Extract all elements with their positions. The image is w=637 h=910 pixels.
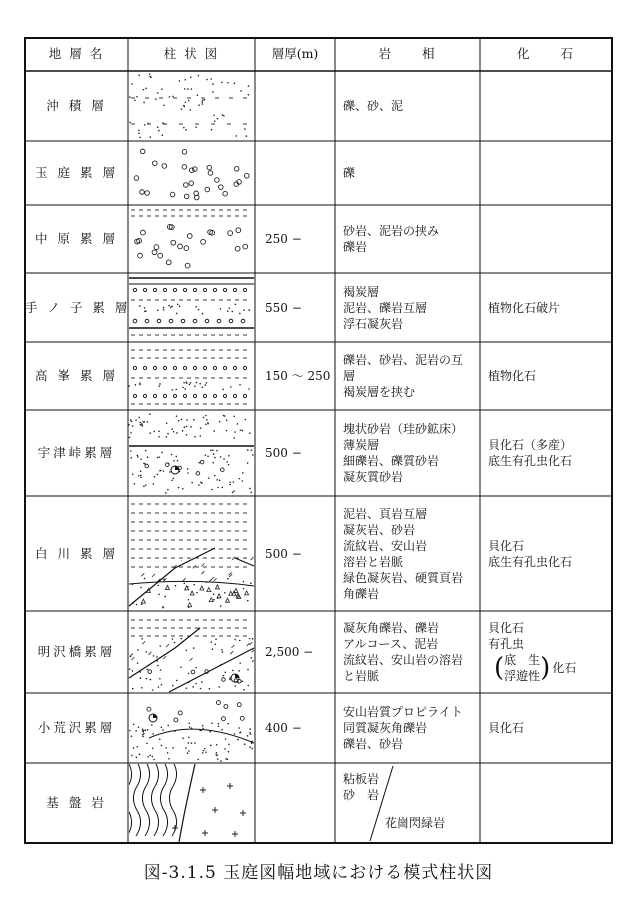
lithology-line: 流紋岩、安山岩 (343, 538, 428, 553)
fossil-line: 底生有孔虫化石 (488, 454, 573, 468)
thickness-text: 2,500 − (265, 645, 314, 659)
thickness-cell (265, 496, 335, 611)
thickness-text: 150 〜 250 (265, 369, 331, 383)
columnar-section (128, 73, 254, 842)
lithology-line: 緑色凝灰岩、硬質頁岩 (343, 570, 464, 585)
fossil-cell (488, 611, 612, 693)
formation-name (25, 410, 128, 496)
thickness-text: 550 − (265, 300, 302, 315)
fossil-line: 貝化石 (488, 621, 525, 635)
thickness-text: 250 − (265, 232, 302, 246)
lithology-line: 礫岩、砂岩、泥岩の互 (343, 353, 464, 367)
lithology-cell (343, 342, 479, 410)
lithology-cell (343, 496, 479, 611)
formation-name-text: 中 原 累 層 (35, 231, 118, 246)
formation-name-text: 宇津峠累層 (37, 445, 116, 460)
pattern-r9 (124, 764, 246, 837)
lithology-cell (343, 410, 479, 496)
lithology-line: 褐炭層 (343, 284, 380, 299)
lithology-cell (343, 611, 479, 693)
formation-name-text: 小荒沢累層 (37, 720, 116, 735)
fossil-line: 植物化石 (488, 369, 537, 383)
fossil-line: 有孔虫 (488, 637, 525, 651)
formation-name-text: 沖 積 層 (46, 98, 107, 113)
formation-name-text: 玉 庭 累 層 (35, 165, 118, 180)
header-column: 柱 状 図 (163, 46, 220, 61)
lithology-line: 礫岩、砂岩 (343, 737, 404, 751)
lithology-line: アルコース、泥岩 (343, 637, 439, 651)
lithology-line: 浮石凝灰岩 (343, 316, 404, 331)
fossil-line: 底生有孔虫化石 (488, 554, 573, 569)
formation-name (25, 273, 131, 342)
thickness-cell (265, 410, 335, 496)
formation-name (25, 342, 128, 410)
lithology-line: 砂 岩 (343, 788, 380, 802)
fossil-line: 貝化石 (488, 538, 525, 553)
lithology-line: 凝灰岩、砂岩 (343, 522, 416, 537)
lithology-cell (343, 273, 479, 342)
fossil-line: 貝化石 (488, 721, 525, 735)
lithology-line: 溶岩と岩脈 (343, 554, 404, 569)
lithology-line: と岩脈 (343, 669, 380, 683)
bracket-open: ( (494, 653, 505, 683)
thickness-cell (265, 342, 335, 410)
lithology-cell (343, 693, 479, 763)
lithology-cell (343, 141, 479, 205)
thickness-cell (265, 611, 335, 693)
formation-name-text: 手 ノ 子 累 層 (25, 299, 131, 315)
fossil-line: 貝化石（多産） (488, 438, 573, 452)
bracket-inner (504, 652, 540, 684)
fossil-cell (488, 693, 612, 763)
fossil-cell (488, 71, 612, 141)
fossil-cell (488, 763, 612, 843)
thickness-cell (265, 763, 335, 843)
stratigraphic-table (25, 38, 612, 843)
formation-name (25, 763, 128, 843)
formation-name-text: 高 峯 累 層 (35, 368, 118, 383)
lithology-line: 薄炭層 (343, 438, 380, 452)
lithology-cell (343, 71, 479, 141)
fossil-cell (488, 342, 612, 410)
header-thickness: 層厚(m) (271, 46, 319, 61)
thickness-cell (265, 205, 335, 273)
formation-name (25, 71, 128, 141)
formation-name (25, 496, 128, 611)
pattern-r7 (129, 638, 255, 691)
header-fossil: 化 石 (516, 46, 575, 61)
lithology-line: 泥岩、頁岩互層 (343, 506, 428, 521)
lithology-line: 凝灰質砂岩 (343, 470, 404, 484)
thickness-cell (265, 693, 335, 763)
lithology-line: 細礫岩、礫質砂岩 (343, 454, 440, 468)
lithology-line: 礫岩 (343, 240, 368, 254)
fossil-line: 植物化石破片 (488, 300, 561, 315)
fossil-cell (488, 141, 612, 205)
formation-name-text: 明沢橋累層 (37, 644, 116, 659)
lithology-cell (343, 763, 479, 851)
lithology-line: 凝灰角礫岩、礫岩 (343, 621, 440, 635)
fossil-suffix: 化石 (552, 661, 577, 675)
lithology-right-text: 花崗閃緑岩 (385, 816, 446, 830)
formation-name (25, 693, 128, 763)
thickness-text: 500 − (265, 446, 302, 460)
thickness-cell (265, 71, 335, 141)
thickness-cell (265, 141, 335, 205)
header-lithology: 岩 相 (378, 46, 437, 61)
fossil-cell (488, 496, 612, 611)
lithology-line: 流紋岩、安山岩の溶岩 (343, 653, 464, 667)
fossil-bracket-group (494, 652, 612, 684)
thickness-text: 500 − (265, 546, 302, 561)
lithology-line: 層 (343, 369, 356, 383)
thickness-text: 400 − (265, 721, 302, 735)
lithology-cell (343, 205, 479, 273)
fossil-bracket-line: 底 生 (504, 653, 541, 667)
fossil-cell (488, 410, 612, 496)
header-formation: 地 層 名 (48, 46, 105, 61)
formation-name-text: 白 川 累 層 (35, 545, 118, 561)
lithology-line: 礫、砂、泥 (343, 99, 404, 113)
fossil-cell (488, 205, 612, 273)
lithology-line: 褐炭層を挟む (343, 385, 416, 399)
formation-name (25, 611, 128, 693)
lithology-line: 粘板岩 (343, 772, 380, 786)
formation-name-text: 基 盤 岩 (46, 795, 107, 810)
lithology-line: 泥岩、礫岩互層 (343, 300, 428, 315)
fossil-bracket-line: 浮遊性 (504, 669, 541, 683)
bracket-close: ) (540, 653, 551, 683)
lithology-line: 同質凝灰角礫岩 (343, 721, 428, 735)
formation-name (25, 205, 128, 273)
formation-name (25, 141, 128, 205)
lithology-line: 角礫岩 (343, 586, 380, 601)
lithology-line: 礫 (343, 166, 356, 180)
lithology-line: 砂岩、泥岩の挟み (343, 224, 440, 238)
lithology-line: 塊状砂岩（珪砂鉱床） (343, 422, 464, 436)
figure-caption: 図-3.1.5 玉庭図幅地域における模式柱状図 (143, 863, 494, 883)
lithology-right (385, 813, 480, 833)
thickness-cell (265, 273, 335, 342)
fossil-cell (488, 273, 612, 342)
lithology-line: 安山岩質プロピライト (343, 705, 463, 719)
pattern-r8 (129, 701, 253, 762)
